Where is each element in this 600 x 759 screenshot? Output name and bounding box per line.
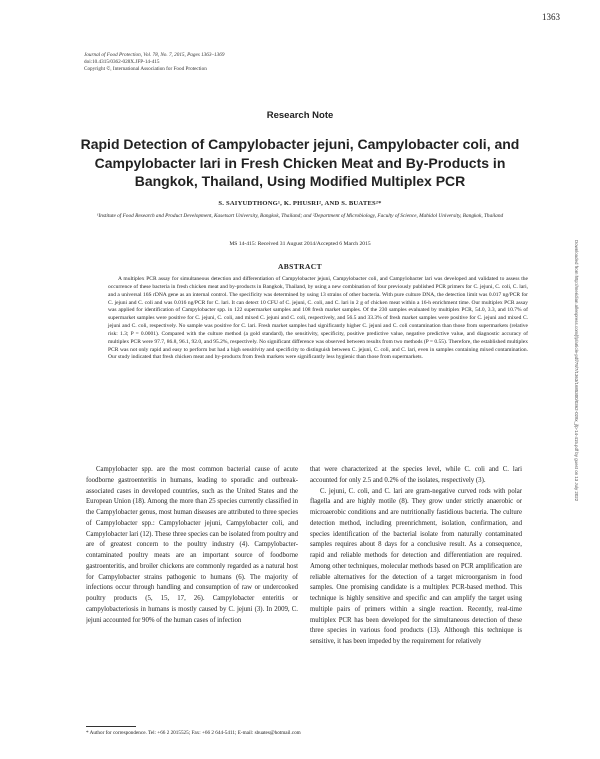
paragraph: that were characterized at the species level, while C. coli and C. lari accounted for only 2.5 and 0.2% of the isolates, respectively (3). <box>310 466 522 484</box>
paragraph: Campylobacter spp. are the most common bacterial cause of acute foodborne gastroenteritis in humans, leading to sporadic and outbreak-associated cases in developed countries, such as the United States and the European Union (18). Among the more than 25 species currently classified in the Campylobacter genus, most human diseases are attributed to three species of Campylobacter spp.: Campylobacter jejuni, Campylobacter coli, and Campylobacter lari (12). These three species can be isolated from poultry and are of greatest concern to the poultry industry (4). Campylobacter-contaminated poultry meats are an important source of foodborne gastroenteritis, and broiler chickens are commonly regarded as a natural host for Campylobacter strains pathogenic to humans (6). The majority of infections occur through handling and consumption of raw or undercooked poultry products (5, 15, 17, 26). Campylobacter enteritis or campylobacteriosis in humans is mostly caused by C. jejuni (3). In 2009, C. jejuni accounted for 90% of the human cases of infection <box>86 466 298 624</box>
received-dates: MS 14-415: Received 31 August 2014/Accepted 6 March 2015 <box>229 241 371 247</box>
author-list: S. SAIYUDTHONG¹, K. PHUSRI², AND S. BUATES²* <box>218 200 382 207</box>
body-column-right <box>310 465 522 730</box>
section-label: Research Note <box>266 110 334 121</box>
journal-reference: Journal of Food Protection, Vol. 78, No. 7, 2015, Pages 1363–1369 <box>84 52 225 58</box>
correspondence-footnote: * Author for correspondence. Tel: +66 2 2015525; Fax: +66 2 644-5411; E-mail: sbuates@hotmail.com <box>86 730 301 736</box>
footnote-divider <box>86 726 136 727</box>
paper-title: Rapid Detection of Campylobacter jejuni, Campylobacter coli, and Campylobacter lari in Fresh Chicken Meat and By-Products in Bangkok, Thailand, Using Modified Multiplex PCR <box>80 136 520 189</box>
body-column-left <box>86 465 298 665</box>
affiliations: ¹Institute of Food Research and Product Development, Kasetsart University, Bangkok, Thailand; and ²Department of Microbiology, Faculty of Science, Mahidol University, Bangkok, Thailand <box>96 213 504 219</box>
doi: doi:10.4315/0362-028X.JFP-14-415 <box>84 59 160 66</box>
abstract-text: A multiplex PCR assay for simultaneous detection and differentiation of Campylobacter jejuni, Campylobacter coli, and Campylobacter lari was developed and validated to assess the occurrence of these bacteria in fresh chicken meat and by-products in Bangkok, Thailand, by using a new combination of four previously published PCR primers for C. jejuni, C. coli, C. lari, and a universal 16S rDNA gene as an internal control. The specificity was determined by using 13 strains of other bacteria. With pure culture DNA, the detection limit was 0.017 ng/PCR for C. jejuni and C. coli and was 0.016 ng/PCR for C. lari. It can detect 10 CFU of C. jejuni, C. coli, and C. lari in 2 g of chicken meat within a 16-h enrichment time. Our multiplex PCR assay was applied for identification of Campylobacter spp. in 122 supermarket samples and 108 fresh market samples. Of the 230 samples evaluated by multiplex PCR, 54.0, 3.3, and 10.7% of supermarket samples were positive for C. jejuni, C. coli, and mixed C. jejuni and C. coli, respectively, and 56.5 and 33.3% of fresh market samples were positive for C. jejuni and mixed C. jejuni and C. coli, respectively. No sample was positive for C. lari. Fresh market samples had significantly higher C. jejuni and C. coli contamination than those from supermarkets (relative risk: 1.3; P = 0.0001). Compared with the culture method (a gold standard), the sensitivity, specificity, positive predictive value, negative predictive value, and diagnostic accuracy of multiplex PCR were 97.7, 86.8, 96.1, 92.0, and 95.2%, respectively. No significant difference was observed between results from two methods (P = 0.55). Therefore, the established multiplex PCR was not only rapid and easy to perform but had a high sensitivity and specificity to distinguish between C. jejuni, C. coli, and C. lari, even in samples containing mixed contamination. Our study indicated that fresh chicken meat and by-products from fresh markets were significantly less hygienic than those from supermarkets. <box>108 276 528 361</box>
copyright: Copyright ©, International Association for Food Protection <box>84 66 207 73</box>
journal-citation <box>84 52 224 74</box>
paragraph: C. jejuni, C. coli, and C. lari are gram-negative curved rods with polar flagella and are highly motile (8). They grow under strictly anaerobic or microaerobic conditions and are nutritionally fastidious bacteria. The culture detection method, including preenrichment, isolation, confirmation, and species identification of the bacterial isolate from naturally contaminated samples requires about 8 days for a conclusive result. As a consequence, rapid and reliable methods for detection and differentiation are required. Among other techniques, molecular methods based on PCR amplification are reliable alternatives for the detection of a target microorganism in food samples. One promising candidate is a multiplex PCR-based method. This technique is highly sensitive and specific and can amplify the target using multiple pairs of primers within a single reaction. Recently, real-time multiplex PCR has been developed for the simultaneous detection of these three species in various food products (13). Although this technique is sensitive, it has been impeded by the requirement for relatively <box>310 487 522 645</box>
abstract-heading: ABSTRACT <box>277 262 323 271</box>
page-number: 1363 <box>542 12 560 22</box>
download-watermark-text: Downloaded from http://meridian.allenpress.com/jfp/article-pdf/78/7/1363/1685300/0362-028x_jfp-14-415.pdf by guest on 13 July 2022 <box>574 240 579 502</box>
download-watermark <box>574 240 586 610</box>
